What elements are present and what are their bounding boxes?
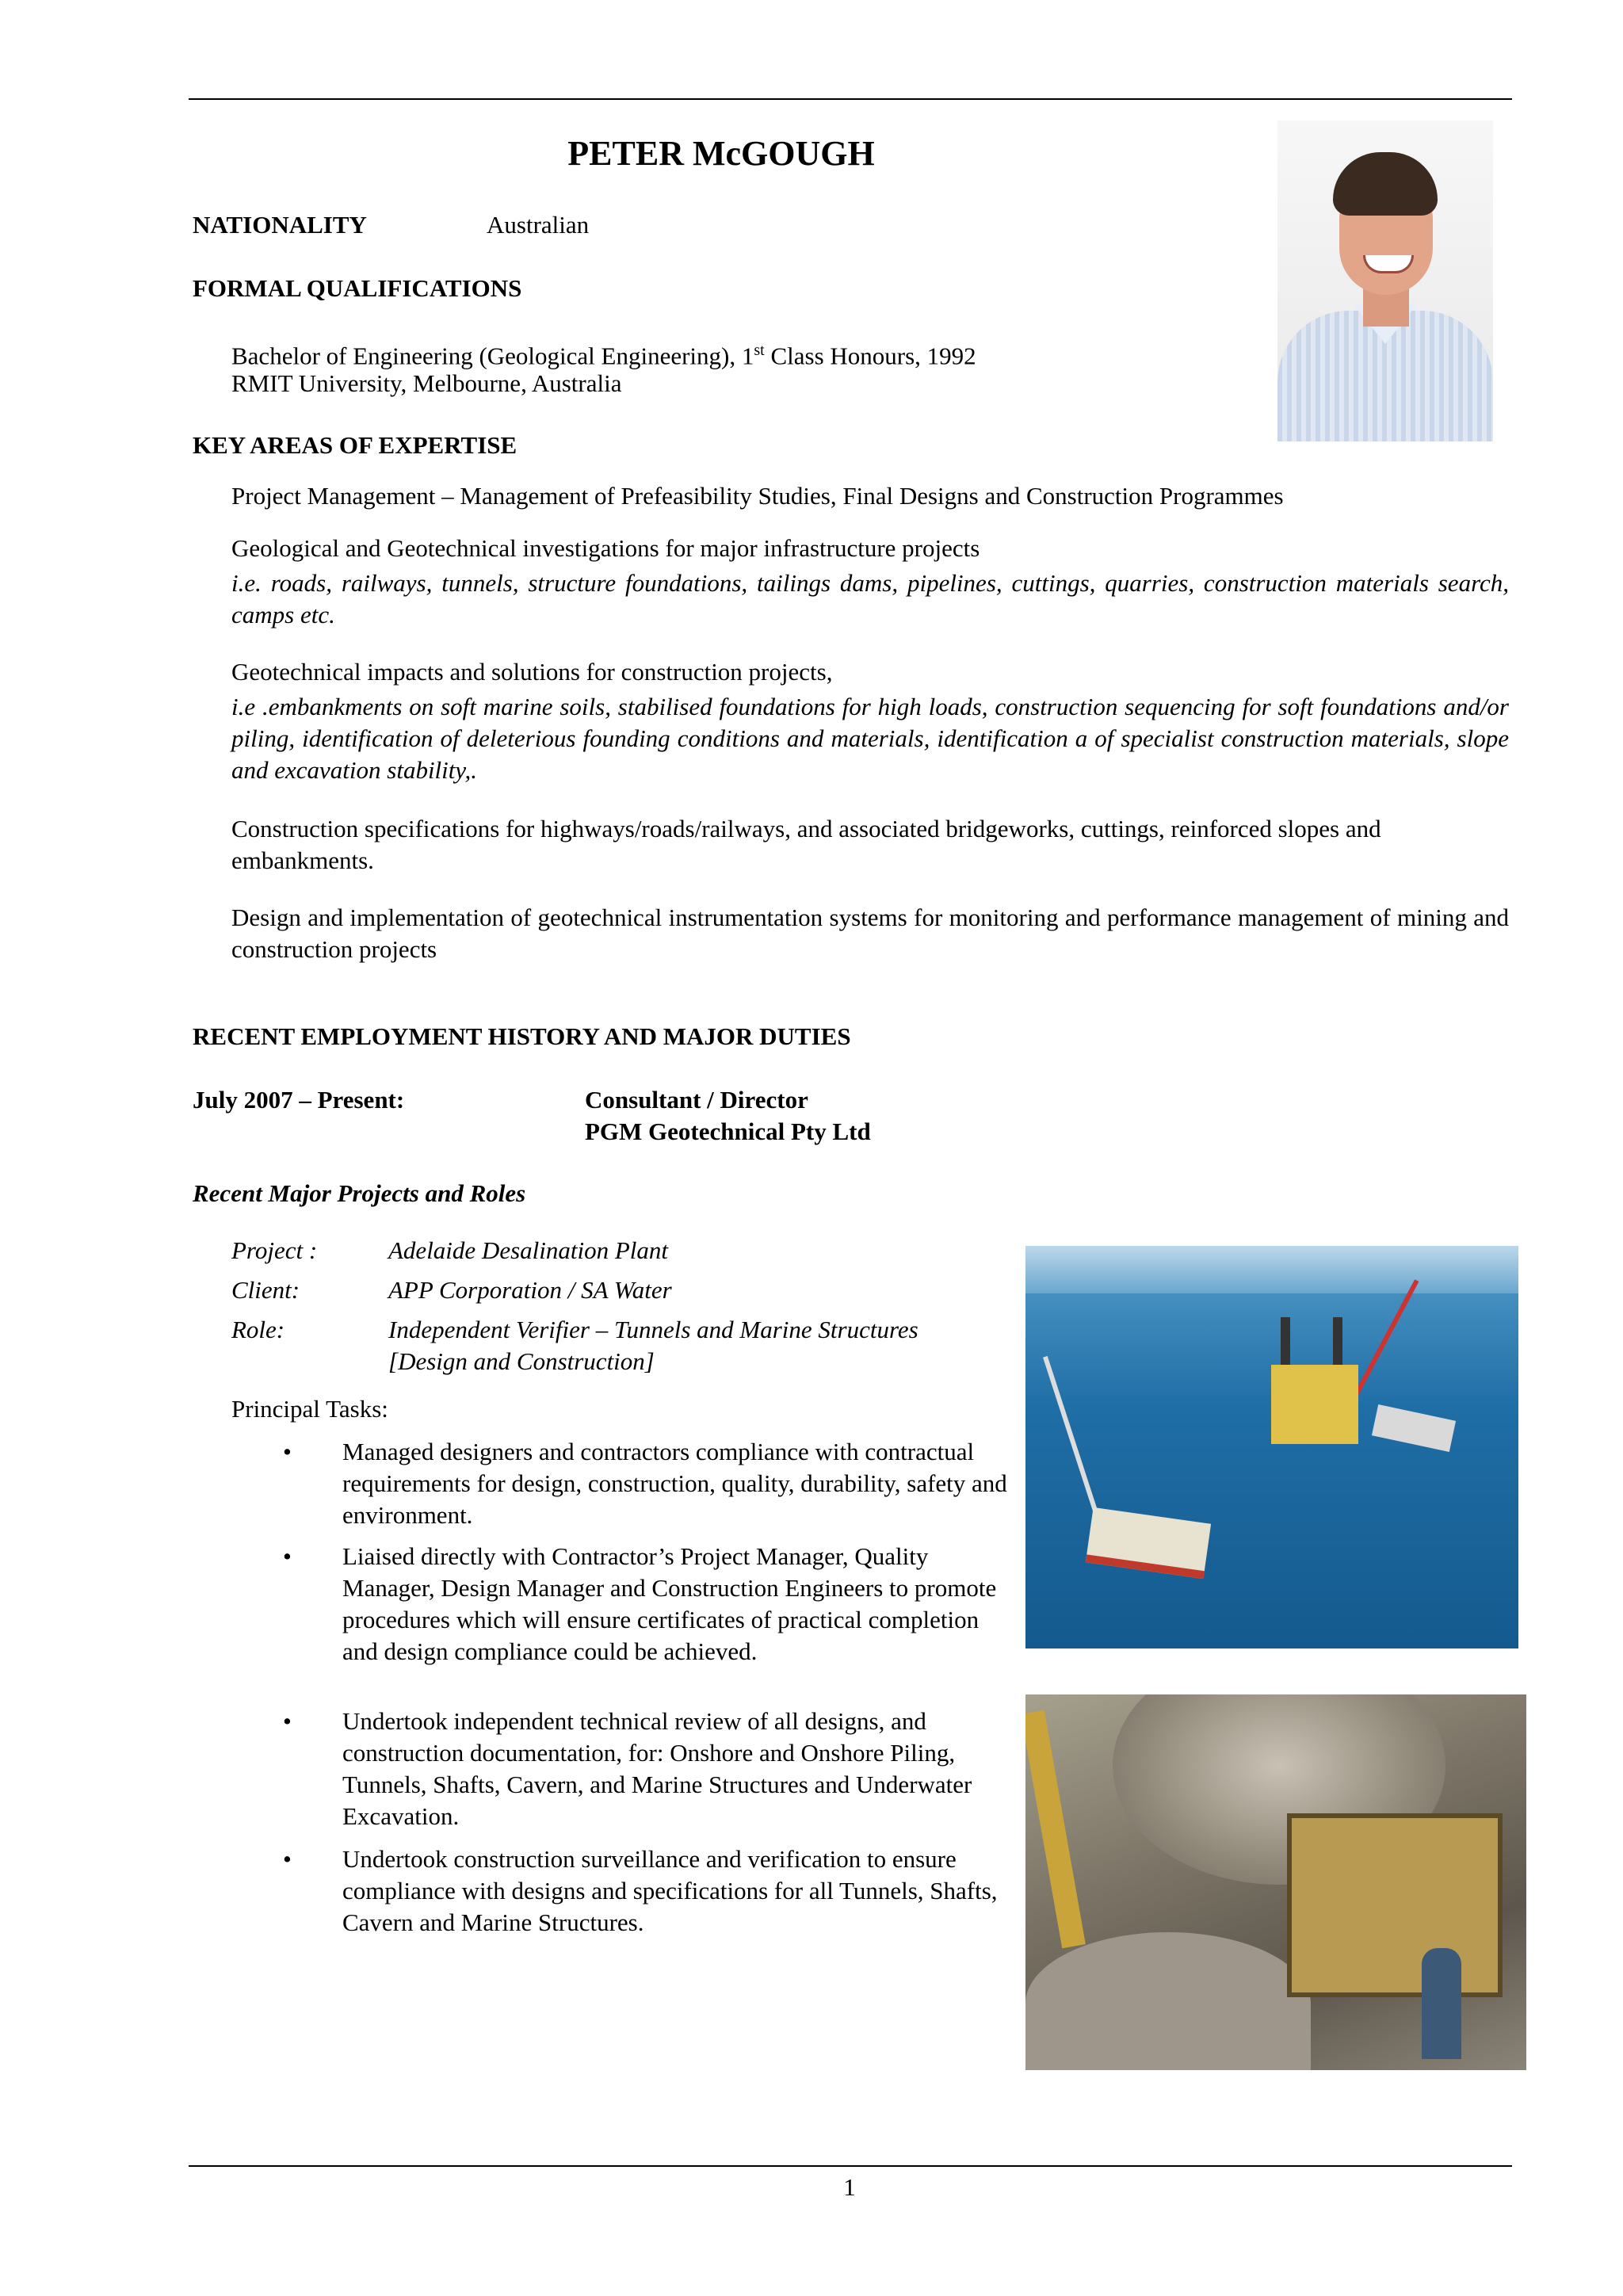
degree-line bbox=[231, 334, 976, 372]
page-number: 1 bbox=[843, 2173, 856, 2201]
list-item bbox=[283, 1706, 1008, 1832]
expertise-heading: KEY AREAS OF EXPERTISE bbox=[193, 431, 517, 459]
task-text: Undertook construction surveillance and verification to ensure compliance with designs and specifications for all Tunnels, Shafts, Cavern and Marine Structures. bbox=[342, 1845, 998, 1936]
portrait-photo bbox=[1277, 120, 1493, 441]
degree-superscript: st bbox=[754, 342, 765, 359]
top-rule bbox=[189, 98, 1512, 100]
employment-heading: RECENT EMPLOYMENT HISTORY AND MAJOR DUTIES bbox=[193, 1022, 851, 1050]
employment-position: Consultant / Director bbox=[585, 1086, 808, 1114]
project-value: Adelaide Desalination Plant bbox=[388, 1236, 669, 1264]
expertise-item-2-detail: i.e. roads, railways, tunnels, structure foundations, tailings dams, pipelines, cuttings, quarries, construction materials search, camps etc. bbox=[231, 569, 1509, 628]
list-item bbox=[283, 1541, 1008, 1668]
bullet-icon: • bbox=[283, 1707, 292, 1735]
tunnel-construction-photo bbox=[1025, 1694, 1526, 2070]
role-value-cont: [Design and Construction] bbox=[388, 1347, 655, 1375]
task-text: Managed designers and contractors compliance with contractual requirements for design, construction, quality, durability, safety and environment. bbox=[342, 1438, 1007, 1529]
bottom-rule bbox=[189, 2165, 1512, 2167]
page-title: PETER McGOUGH bbox=[567, 134, 875, 173]
projects-heading: Recent Major Projects and Roles bbox=[193, 1179, 526, 1207]
employment-period: July 2007 – Present: bbox=[193, 1086, 405, 1114]
qualifications-heading: FORMAL QUALIFICATIONS bbox=[193, 274, 522, 302]
degree-text-end: Class Honours, 1992 bbox=[764, 342, 976, 370]
expertise-item-2: Geological and Geotechnical investigations for major infrastructure projects bbox=[231, 534, 980, 562]
tasks-heading: Principal Tasks: bbox=[231, 1395, 388, 1423]
task-text: Liaised directly with Contractor’s Project Manager, Quality Manager, Design Manager and Construction Engineers to promote procedures which will ensure certificates of practical completion and design compliance could be achieved. bbox=[342, 1542, 997, 1665]
nationality-label: NATIONALITY bbox=[193, 211, 367, 239]
client-value: APP Corporation / SA Water bbox=[388, 1276, 672, 1304]
expertise-item-1: Project Management – Management of Prefeasibility Studies, Final Designs and Construction Programmes bbox=[231, 482, 1284, 510]
bullet-icon: • bbox=[283, 1438, 292, 1465]
task-text: Undertook independent technical review of all designs, and construction documentation, for: Onshore and Onshore Piling, Tunnels, Shafts, Cavern, and Marine Structures and Underwater Excavation. bbox=[342, 1707, 972, 1830]
list-item bbox=[283, 1436, 1008, 1531]
list-item bbox=[283, 1843, 1008, 1939]
expertise-item-3: Geotechnical impacts and solutions for construction projects, bbox=[231, 658, 833, 686]
role-label: Role: bbox=[231, 1316, 285, 1343]
expertise-item-5: Design and implementation of geotechnical instrumentation systems for monitoring and performance management of mining and construction projects bbox=[231, 904, 1509, 963]
bullet-icon: • bbox=[283, 1542, 292, 1570]
project-label: Project : bbox=[231, 1236, 318, 1264]
client-label: Client: bbox=[231, 1276, 300, 1304]
institution-line: RMIT University, Melbourne, Australia bbox=[231, 369, 622, 397]
nationality-value: Australian bbox=[487, 211, 590, 239]
employment-company: PGM Geotechnical Pty Ltd bbox=[585, 1117, 871, 1145]
bullet-icon: • bbox=[283, 1845, 292, 1873]
expertise-item-3-detail: i.e .embankments on soft marine soils, stabilised foundations for high loads, construction sequencing for soft foundations and/or piling, identification of deleterious founding conditions and materials, identification a of specialist construction materials, slope and excavation stability,. bbox=[231, 693, 1509, 784]
degree-text: Bachelor of Engineering (Geological Engineering), 1 bbox=[231, 342, 754, 370]
expertise-item-4: Construction specifications for highways/roads/railways, and associated bridgeworks, cuttings, reinforced slopes and embankments. bbox=[231, 815, 1381, 874]
role-value: Independent Verifier – Tunnels and Marine Structures bbox=[388, 1316, 918, 1343]
offshore-construction-photo bbox=[1025, 1246, 1518, 1648]
